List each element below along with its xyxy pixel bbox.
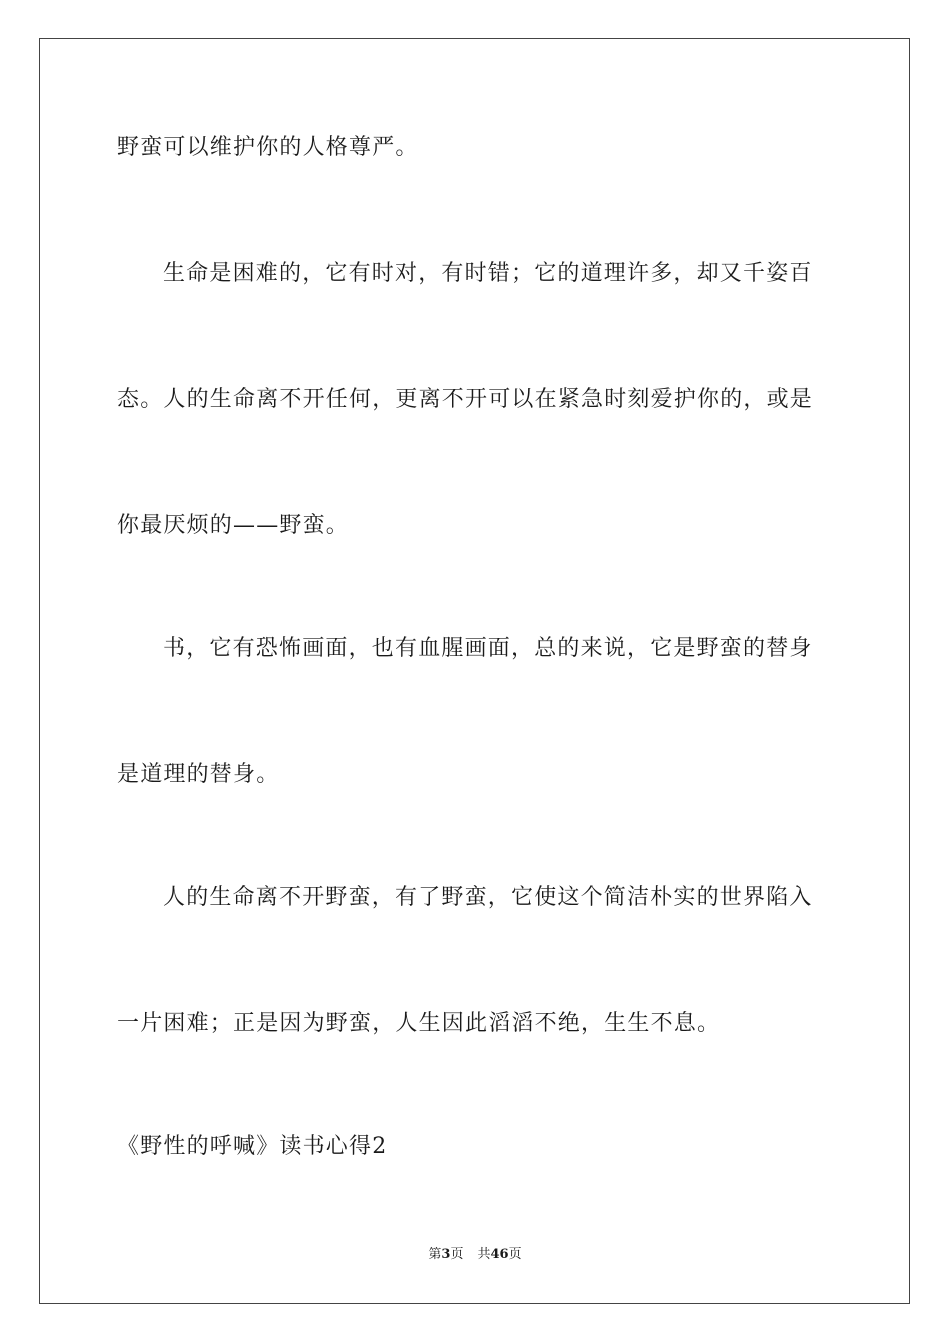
paragraph-3-line-2: 是道理的替身。 bbox=[117, 762, 280, 787]
page-prefix: 第 bbox=[428, 1247, 442, 1262]
page-frame bbox=[39, 38, 910, 1304]
text-line-1: 野蛮可以维护你的人格尊严。 bbox=[117, 135, 419, 160]
page-number: 3 bbox=[441, 1247, 451, 1262]
total-suffix: 页 bbox=[508, 1247, 522, 1262]
section-heading: 《野性的呼喊》读书心得2 bbox=[117, 1134, 388, 1159]
paragraph-2-line-3: 你最厌烦的——野蛮。 bbox=[117, 513, 350, 538]
page-footer bbox=[0, 1246, 950, 1264]
page-suffix: 页 bbox=[450, 1247, 464, 1262]
paragraph-3-line-1: 书，它有恐怖画面，也有血腥画面，总的来说，它是野蛮的替身 bbox=[163, 636, 813, 661]
total-pages: 46 bbox=[490, 1247, 509, 1262]
paragraph-4-line-2: 一片困难；正是因为野蛮，人生因此滔滔不绝，生生不息。 bbox=[117, 1011, 721, 1036]
paragraph-2-line-2: 态。人的生命离不开任何，更离不开可以在紧急时刻爱护你的，或是 bbox=[117, 387, 814, 412]
total-prefix: 共 bbox=[477, 1247, 491, 1262]
paragraph-2-line-1: 生命是困难的，它有时对，有时错；它的道理许多，却又千姿百 bbox=[163, 261, 813, 286]
paragraph-4-line-1: 人的生命离不开野蛮，有了野蛮，它使这个简洁朴实的世界陷入 bbox=[163, 885, 813, 910]
